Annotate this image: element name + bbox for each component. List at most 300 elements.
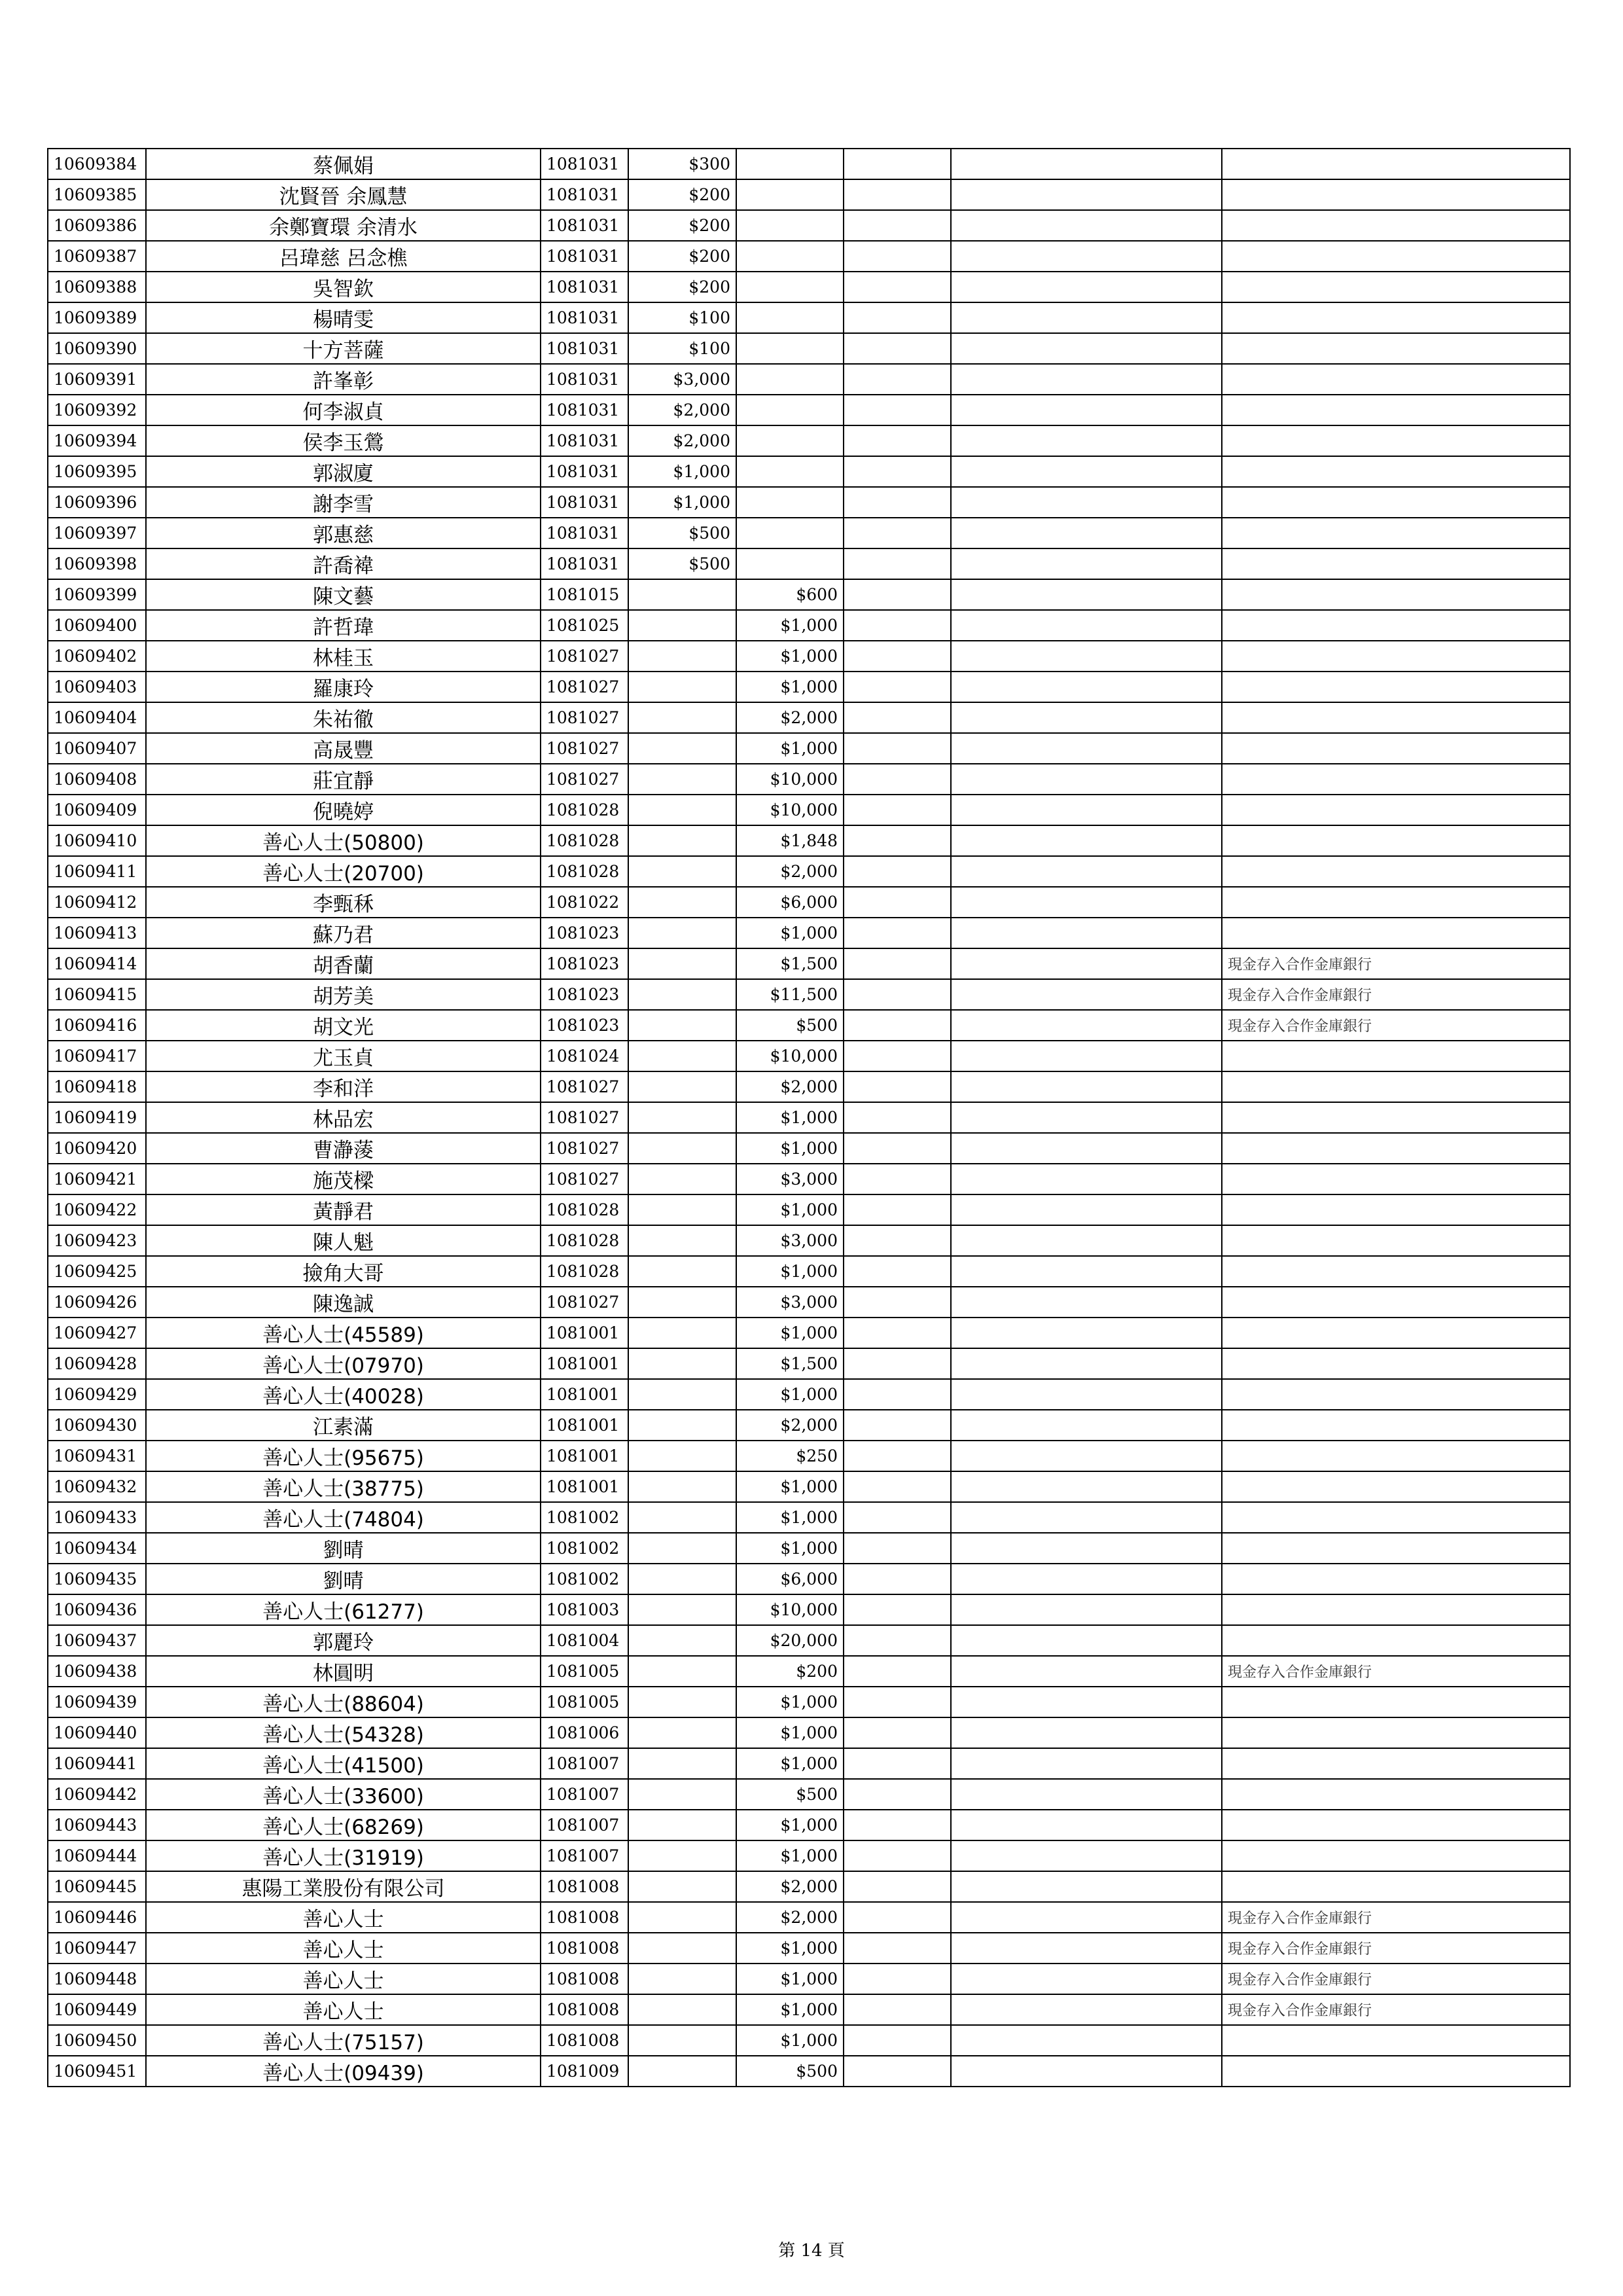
note-cell — [1222, 764, 1570, 795]
amount-cell-1: $500 — [628, 518, 736, 548]
amount-cell-2: $1,000 — [736, 1256, 844, 1287]
donor-name-cell: 尤玉貞 — [146, 1041, 541, 1071]
note-cell — [1222, 1164, 1570, 1194]
amount-cell-2: $1,000 — [736, 1471, 844, 1502]
date-cell: 1081028 — [541, 856, 628, 887]
empty-cell — [951, 456, 1222, 487]
amount-cell-1 — [628, 1502, 736, 1533]
receipt-number-cell: 10609436 — [48, 1594, 146, 1625]
note-cell — [1222, 610, 1570, 641]
empty-cell — [844, 979, 951, 1010]
date-cell: 1081027 — [541, 733, 628, 764]
donor-name-cell: 蘇乃君 — [146, 918, 541, 948]
receipt-number-cell: 10609440 — [48, 1717, 146, 1748]
date-cell: 1081031 — [541, 364, 628, 395]
date-cell: 1081002 — [541, 1564, 628, 1594]
table-row — [48, 979, 1570, 1010]
empty-cell — [951, 918, 1222, 948]
donor-name-cell: 余鄭寶環 余清水 — [146, 210, 541, 241]
date-cell: 1081027 — [541, 672, 628, 702]
table-body — [48, 149, 1570, 2087]
page-number: 第 14 頁 — [778, 2241, 845, 2261]
table-row — [48, 1194, 1570, 1225]
empty-cell — [844, 1133, 951, 1164]
receipt-number-cell: 10609433 — [48, 1502, 146, 1533]
table-row — [48, 149, 1570, 179]
table-row — [48, 1964, 1570, 1994]
amount-cell-1 — [628, 1102, 736, 1133]
date-cell: 1081007 — [541, 1748, 628, 1779]
date-cell: 1081005 — [541, 1656, 628, 1687]
donor-name-cell: 善心人士(41500) — [146, 1748, 541, 1779]
empty-cell — [951, 1010, 1222, 1041]
table-row — [48, 1840, 1570, 1871]
empty-cell — [951, 1625, 1222, 1656]
donor-name-cell: 胡文光 — [146, 1010, 541, 1041]
date-cell: 1081008 — [541, 1902, 628, 1933]
receipt-number-cell: 10609384 — [48, 149, 146, 179]
receipt-number-cell: 10609404 — [48, 702, 146, 733]
amount-cell-2: $1,000 — [736, 1933, 844, 1964]
table-row — [48, 1410, 1570, 1441]
receipt-number-cell: 10609416 — [48, 1010, 146, 1041]
donor-name-cell: 陳人魁 — [146, 1225, 541, 1256]
empty-cell — [951, 887, 1222, 918]
receipt-number-cell: 10609437 — [48, 1625, 146, 1656]
amount-cell-2: $1,000 — [736, 2025, 844, 2056]
table-row — [48, 764, 1570, 795]
empty-cell — [951, 1810, 1222, 1840]
receipt-number-cell: 10609394 — [48, 425, 146, 456]
amount-cell-2: $11,500 — [736, 979, 844, 1010]
empty-cell — [844, 1748, 951, 1779]
date-cell: 1081001 — [541, 1379, 628, 1410]
receipt-number-cell: 10609387 — [48, 241, 146, 272]
receipt-number-cell: 10609399 — [48, 579, 146, 610]
amount-cell-2 — [736, 241, 844, 272]
empty-cell — [951, 1225, 1222, 1256]
date-cell: 1081008 — [541, 1871, 628, 1902]
note-cell — [1222, 1533, 1570, 1564]
amount-cell-2: $1,000 — [736, 1133, 844, 1164]
date-cell: 1081031 — [541, 425, 628, 456]
amount-cell-2: $1,500 — [736, 948, 844, 979]
empty-cell — [844, 733, 951, 764]
amount-cell-1 — [628, 2025, 736, 2056]
note-cell: 現金存入合作金庫銀行 — [1222, 948, 1570, 979]
receipt-number-cell: 10609443 — [48, 1810, 146, 1840]
note-cell — [1222, 2056, 1570, 2087]
amount-cell-1 — [628, 1318, 736, 1348]
empty-cell — [844, 1041, 951, 1071]
empty-cell — [951, 764, 1222, 795]
empty-cell — [951, 948, 1222, 979]
date-cell: 1081007 — [541, 1779, 628, 1810]
note-cell — [1222, 1102, 1570, 1133]
amount-cell-2: $1,000 — [736, 918, 844, 948]
receipt-number-cell: 10609402 — [48, 641, 146, 672]
amount-cell-2: $2,000 — [736, 856, 844, 887]
amount-cell-2 — [736, 425, 844, 456]
date-cell: 1081008 — [541, 2025, 628, 2056]
amount-cell-2: $1,848 — [736, 825, 844, 856]
empty-cell — [844, 1010, 951, 1041]
amount-cell-1: $500 — [628, 548, 736, 579]
table-row — [48, 272, 1570, 302]
amount-cell-1: $100 — [628, 302, 736, 333]
donor-name-cell: 撿角大哥 — [146, 1256, 541, 1287]
donor-name-cell: 羅康玲 — [146, 672, 541, 702]
table-row — [48, 548, 1570, 579]
empty-cell — [951, 1594, 1222, 1625]
date-cell: 1081005 — [541, 1687, 628, 1717]
donor-name-cell: 楊晴雯 — [146, 302, 541, 333]
empty-cell — [951, 1287, 1222, 1318]
note-cell — [1222, 918, 1570, 948]
empty-cell — [951, 1933, 1222, 1964]
receipt-number-cell: 10609408 — [48, 764, 146, 795]
amount-cell-2: $10,000 — [736, 1041, 844, 1071]
amount-cell-1 — [628, 1225, 736, 1256]
donor-name-cell: 謝李雪 — [146, 487, 541, 518]
note-cell — [1222, 1287, 1570, 1318]
amount-cell-1 — [628, 1471, 736, 1502]
donor-name-cell: 郭淑廈 — [146, 456, 541, 487]
amount-cell-1 — [628, 1964, 736, 1994]
note-cell: 現金存入合作金庫銀行 — [1222, 1964, 1570, 1994]
empty-cell — [844, 1502, 951, 1533]
donor-name-cell: 善心人士(74804) — [146, 1502, 541, 1533]
receipt-number-cell: 10609418 — [48, 1071, 146, 1102]
empty-cell — [951, 979, 1222, 1010]
table-row — [48, 1318, 1570, 1348]
amount-cell-1 — [628, 1379, 736, 1410]
amount-cell-2 — [736, 210, 844, 241]
receipt-number-cell: 10609432 — [48, 1471, 146, 1502]
note-cell — [1222, 1564, 1570, 1594]
amount-cell-2: $2,000 — [736, 702, 844, 733]
empty-cell — [951, 672, 1222, 702]
empty-cell — [844, 1287, 951, 1318]
amount-cell-1: $200 — [628, 179, 736, 210]
date-cell: 1081031 — [541, 241, 628, 272]
table-row — [48, 825, 1570, 856]
amount-cell-1 — [628, 2056, 736, 2087]
note-cell — [1222, 1194, 1570, 1225]
donor-name-cell: 曹瀞蔆 — [146, 1133, 541, 1164]
date-cell: 1081031 — [541, 302, 628, 333]
amount-cell-2 — [736, 272, 844, 302]
amount-cell-1 — [628, 1871, 736, 1902]
note-cell — [1222, 425, 1570, 456]
donor-name-cell: 劉晴 — [146, 1564, 541, 1594]
date-cell: 1081028 — [541, 795, 628, 825]
receipt-number-cell: 10609412 — [48, 887, 146, 918]
note-cell — [1222, 1410, 1570, 1441]
date-cell: 1081027 — [541, 1133, 628, 1164]
amount-cell-1 — [628, 979, 736, 1010]
empty-cell — [951, 1656, 1222, 1687]
table-row — [48, 1471, 1570, 1502]
donor-name-cell: 許喬褘 — [146, 548, 541, 579]
empty-cell — [951, 1471, 1222, 1502]
empty-cell — [951, 1748, 1222, 1779]
donor-name-cell: 善心人士(45589) — [146, 1318, 541, 1348]
empty-cell — [844, 425, 951, 456]
receipt-number-cell: 10609407 — [48, 733, 146, 764]
empty-cell — [844, 1348, 951, 1379]
amount-cell-1 — [628, 672, 736, 702]
note-cell — [1222, 518, 1570, 548]
empty-cell — [844, 1379, 951, 1410]
empty-cell — [844, 918, 951, 948]
receipt-number-cell: 10609430 — [48, 1410, 146, 1441]
date-cell: 1081031 — [541, 395, 628, 425]
empty-cell — [844, 149, 951, 179]
date-cell: 1081023 — [541, 918, 628, 948]
amount-cell-1 — [628, 1133, 736, 1164]
empty-cell — [844, 1840, 951, 1871]
empty-cell — [844, 2025, 951, 2056]
empty-cell — [951, 795, 1222, 825]
date-cell: 1081001 — [541, 1471, 628, 1502]
amount-cell-1: $200 — [628, 272, 736, 302]
empty-cell — [951, 702, 1222, 733]
table-row — [48, 518, 1570, 548]
note-cell — [1222, 364, 1570, 395]
empty-cell — [951, 272, 1222, 302]
note-cell — [1222, 333, 1570, 364]
table-row — [48, 302, 1570, 333]
table-row — [48, 918, 1570, 948]
receipt-number-cell: 10609411 — [48, 856, 146, 887]
amount-cell-2: $3,000 — [736, 1164, 844, 1194]
table-row — [48, 1041, 1570, 1071]
note-cell — [1222, 887, 1570, 918]
amount-cell-1 — [628, 948, 736, 979]
receipt-number-cell: 10609450 — [48, 2025, 146, 2056]
table-row — [48, 1010, 1570, 1041]
amount-cell-2 — [736, 364, 844, 395]
empty-cell — [951, 1902, 1222, 1933]
donor-name-cell: 惠陽工業股份有限公司 — [146, 1871, 541, 1902]
empty-cell — [844, 1225, 951, 1256]
receipt-number-cell: 10609389 — [48, 302, 146, 333]
empty-cell — [844, 1902, 951, 1933]
date-cell: 1081007 — [541, 1810, 628, 1840]
amount-cell-2: $3,000 — [736, 1287, 844, 1318]
amount-cell-1 — [628, 1594, 736, 1625]
amount-cell-2: $10,000 — [736, 1594, 844, 1625]
amount-cell-1 — [628, 1533, 736, 1564]
table-row — [48, 1810, 1570, 1840]
table-row — [48, 1564, 1570, 1594]
note-cell — [1222, 210, 1570, 241]
amount-cell-1 — [628, 887, 736, 918]
amount-cell-1 — [628, 1441, 736, 1471]
amount-cell-1 — [628, 795, 736, 825]
empty-cell — [844, 1071, 951, 1102]
note-cell — [1222, 641, 1570, 672]
empty-cell — [951, 610, 1222, 641]
empty-cell — [951, 302, 1222, 333]
amount-cell-1 — [628, 1625, 736, 1656]
amount-cell-2: $1,000 — [736, 1964, 844, 1994]
date-cell: 1081002 — [541, 1502, 628, 1533]
receipt-number-cell: 10609415 — [48, 979, 146, 1010]
table-row — [48, 1071, 1570, 1102]
table-row — [48, 1717, 1570, 1748]
date-cell: 1081027 — [541, 764, 628, 795]
donor-name-cell: 林圓明 — [146, 1656, 541, 1687]
empty-cell — [951, 1502, 1222, 1533]
date-cell: 1081031 — [541, 210, 628, 241]
empty-cell — [951, 1348, 1222, 1379]
donor-name-cell: 胡香蘭 — [146, 948, 541, 979]
note-cell — [1222, 487, 1570, 518]
note-cell: 現金存入合作金庫銀行 — [1222, 1656, 1570, 1687]
donor-name-cell: 朱祐徹 — [146, 702, 541, 733]
note-cell — [1222, 241, 1570, 272]
note-cell — [1222, 1871, 1570, 1902]
date-cell: 1081023 — [541, 948, 628, 979]
table-row — [48, 456, 1570, 487]
date-cell: 1081031 — [541, 548, 628, 579]
donor-name-cell: 侯李玉鶯 — [146, 425, 541, 456]
note-cell — [1222, 149, 1570, 179]
donor-name-cell: 善心人士(68269) — [146, 1810, 541, 1840]
empty-cell — [951, 1071, 1222, 1102]
amount-cell-1: $200 — [628, 210, 736, 241]
table-row — [48, 1256, 1570, 1287]
amount-cell-2: $1,000 — [736, 1102, 844, 1133]
amount-cell-1 — [628, 641, 736, 672]
empty-cell — [844, 1164, 951, 1194]
empty-cell — [844, 518, 951, 548]
amount-cell-2 — [736, 456, 844, 487]
amount-cell-2 — [736, 395, 844, 425]
table-row — [48, 948, 1570, 979]
table-row — [48, 2056, 1570, 2087]
amount-cell-2: $1,000 — [736, 1810, 844, 1840]
amount-cell-1: $1,000 — [628, 487, 736, 518]
empty-cell — [951, 1533, 1222, 1564]
amount-cell-2: $3,000 — [736, 1225, 844, 1256]
amount-cell-1 — [628, 1194, 736, 1225]
empty-cell — [951, 641, 1222, 672]
note-cell — [1222, 1041, 1570, 1071]
note-cell — [1222, 1379, 1570, 1410]
date-cell: 1081003 — [541, 1594, 628, 1625]
empty-cell — [844, 456, 951, 487]
receipt-number-cell: 10609397 — [48, 518, 146, 548]
empty-cell — [951, 1379, 1222, 1410]
empty-cell — [844, 1102, 951, 1133]
amount-cell-1 — [628, 1779, 736, 1810]
amount-cell-1 — [628, 733, 736, 764]
empty-cell — [844, 548, 951, 579]
table-row — [48, 1902, 1570, 1933]
empty-cell — [951, 1133, 1222, 1164]
note-cell — [1222, 1840, 1570, 1871]
amount-cell-2: $1,000 — [736, 1379, 844, 1410]
date-cell: 1081001 — [541, 1318, 628, 1348]
table-row — [48, 179, 1570, 210]
empty-cell — [844, 887, 951, 918]
date-cell: 1081031 — [541, 149, 628, 179]
empty-cell — [844, 1256, 951, 1287]
receipt-number-cell: 10609409 — [48, 795, 146, 825]
amount-cell-1 — [628, 1564, 736, 1594]
date-cell: 1081027 — [541, 1071, 628, 1102]
empty-cell — [951, 548, 1222, 579]
note-cell — [1222, 856, 1570, 887]
receipt-number-cell: 10609442 — [48, 1779, 146, 1810]
empty-cell — [951, 579, 1222, 610]
table-row — [48, 610, 1570, 641]
amount-cell-2: $10,000 — [736, 795, 844, 825]
donor-name-cell: 李甄秝 — [146, 887, 541, 918]
note-cell — [1222, 825, 1570, 856]
note-cell — [1222, 179, 1570, 210]
empty-cell — [844, 1533, 951, 1564]
receipt-number-cell: 10609414 — [48, 948, 146, 979]
empty-cell — [951, 1994, 1222, 2025]
note-cell — [1222, 548, 1570, 579]
empty-cell — [844, 1717, 951, 1748]
note-cell — [1222, 2025, 1570, 2056]
receipt-number-cell: 10609386 — [48, 210, 146, 241]
note-cell — [1222, 1348, 1570, 1379]
empty-cell — [951, 2025, 1222, 2056]
empty-cell — [844, 764, 951, 795]
amount-cell-2: $1,000 — [736, 1748, 844, 1779]
amount-cell-1 — [628, 764, 736, 795]
empty-cell — [844, 1194, 951, 1225]
amount-cell-2: $2,000 — [736, 1410, 844, 1441]
table-row — [48, 1625, 1570, 1656]
receipt-number-cell: 10609447 — [48, 1933, 146, 1964]
amount-cell-2: $20,000 — [736, 1625, 844, 1656]
date-cell: 1081022 — [541, 887, 628, 918]
note-cell — [1222, 1594, 1570, 1625]
amount-cell-1 — [628, 856, 736, 887]
receipt-number-cell: 10609420 — [48, 1133, 146, 1164]
empty-cell — [844, 1318, 951, 1348]
empty-cell — [951, 1564, 1222, 1594]
empty-cell — [951, 1410, 1222, 1441]
note-cell: 現金存入合作金庫銀行 — [1222, 1933, 1570, 1964]
amount-cell-2: $10,000 — [736, 764, 844, 795]
empty-cell — [844, 241, 951, 272]
note-cell — [1222, 1810, 1570, 1840]
table-row — [48, 1871, 1570, 1902]
donor-name-cell: 林品宏 — [146, 1102, 541, 1133]
donor-name-cell: 郭麗玲 — [146, 1625, 541, 1656]
donation-table — [47, 148, 1571, 2087]
date-cell: 1081028 — [541, 825, 628, 856]
empty-cell — [951, 1964, 1222, 1994]
empty-cell — [951, 1779, 1222, 1810]
date-cell: 1081028 — [541, 1256, 628, 1287]
receipt-number-cell: 10609395 — [48, 456, 146, 487]
amount-cell-1 — [628, 825, 736, 856]
empty-cell — [844, 302, 951, 333]
empty-cell — [951, 425, 1222, 456]
donor-name-cell: 善心人士 — [146, 1964, 541, 1994]
donor-name-cell: 許哲瑋 — [146, 610, 541, 641]
empty-cell — [951, 2056, 1222, 2087]
